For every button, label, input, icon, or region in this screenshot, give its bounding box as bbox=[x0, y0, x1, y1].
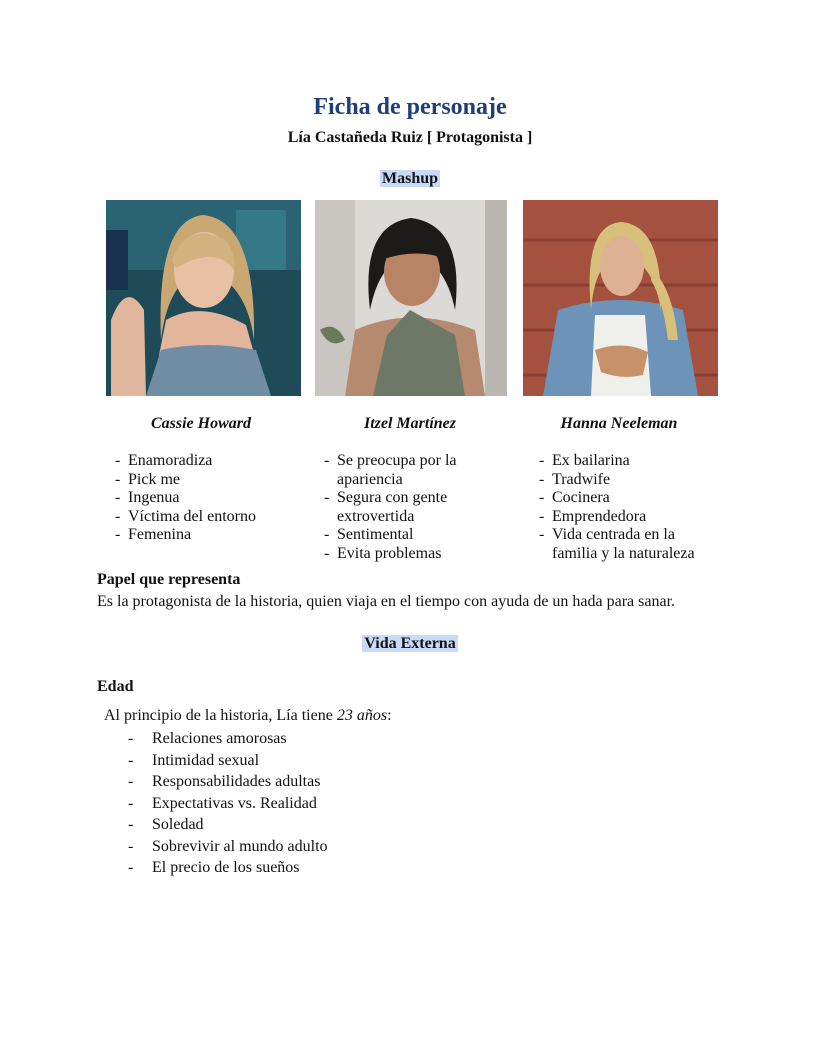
photo-hanna-neeleman bbox=[523, 200, 718, 396]
character-subtitle: Lía Castañeda Ruiz [ Protagonista ] bbox=[287, 129, 533, 146]
list-item: - Segura con gente extrovertida bbox=[315, 489, 485, 526]
age-intro-suffix: : bbox=[387, 707, 392, 724]
list-item: - Expectativas vs. Realidad bbox=[124, 793, 328, 815]
list-item: - El precio de los sueños bbox=[124, 857, 328, 879]
list-item: - Intimidad sexual bbox=[124, 750, 328, 772]
reference-name-cassie: Cassie Howard bbox=[150, 415, 251, 432]
list-item: - Responsabilidades adultas bbox=[124, 771, 328, 793]
list-item: - Sobrevivir al mundo adulto bbox=[124, 836, 328, 858]
external-life-heading-label: Vida Externa bbox=[364, 635, 456, 652]
mashup-heading-label: Mashup bbox=[381, 170, 439, 187]
list-item: - Sentimental bbox=[315, 526, 485, 545]
photo-itzel-martinez bbox=[315, 200, 507, 396]
traits-list-hanna bbox=[530, 452, 720, 563]
list-item: - Enamoradiza bbox=[106, 452, 296, 471]
age-intro bbox=[104, 707, 392, 725]
role-description: Es la protagonista de la historia, quien viaja en el tiempo con ayuda de un hada para sanar. bbox=[97, 593, 676, 610]
list-item: - Tradwife bbox=[530, 471, 720, 490]
traits-list-cassie bbox=[106, 452, 296, 545]
list-item: - Evita problemas bbox=[315, 545, 485, 564]
list-item: - Femenina bbox=[106, 526, 296, 545]
age-themes-list bbox=[124, 728, 328, 879]
page-title: Ficha de personaje bbox=[313, 94, 507, 120]
list-item: - Víctima del entorno bbox=[106, 508, 296, 527]
list-item: - Soledad bbox=[124, 814, 328, 836]
list-item: - Pick me bbox=[106, 471, 296, 490]
list-item: - Cocinera bbox=[530, 489, 720, 508]
photo-cassie-howard bbox=[106, 200, 301, 396]
reference-name-hanna: Hanna Neeleman bbox=[560, 415, 678, 432]
list-item: - Relaciones amorosas bbox=[124, 728, 328, 750]
list-item: - Ingenua bbox=[106, 489, 296, 508]
list-item: - Se preocupa por la apariencia bbox=[315, 452, 485, 489]
reference-name-itzel: Itzel Martínez bbox=[363, 415, 456, 432]
age-heading: Edad bbox=[97, 678, 134, 695]
mashup-heading bbox=[0, 170, 820, 188]
age-intro-prefix: Al principio de la historia, Lía tiene bbox=[104, 707, 337, 724]
list-item: - Vida centrada en la familia y la naturaleza bbox=[530, 526, 720, 563]
traits-list-itzel bbox=[315, 452, 485, 563]
list-item: - Emprendedora bbox=[530, 508, 720, 527]
list-item: - Ex bailarina bbox=[530, 452, 720, 471]
external-life-heading bbox=[0, 635, 820, 653]
role-heading: Papel que representa bbox=[97, 571, 241, 588]
age-value: 23 años bbox=[336, 707, 388, 724]
